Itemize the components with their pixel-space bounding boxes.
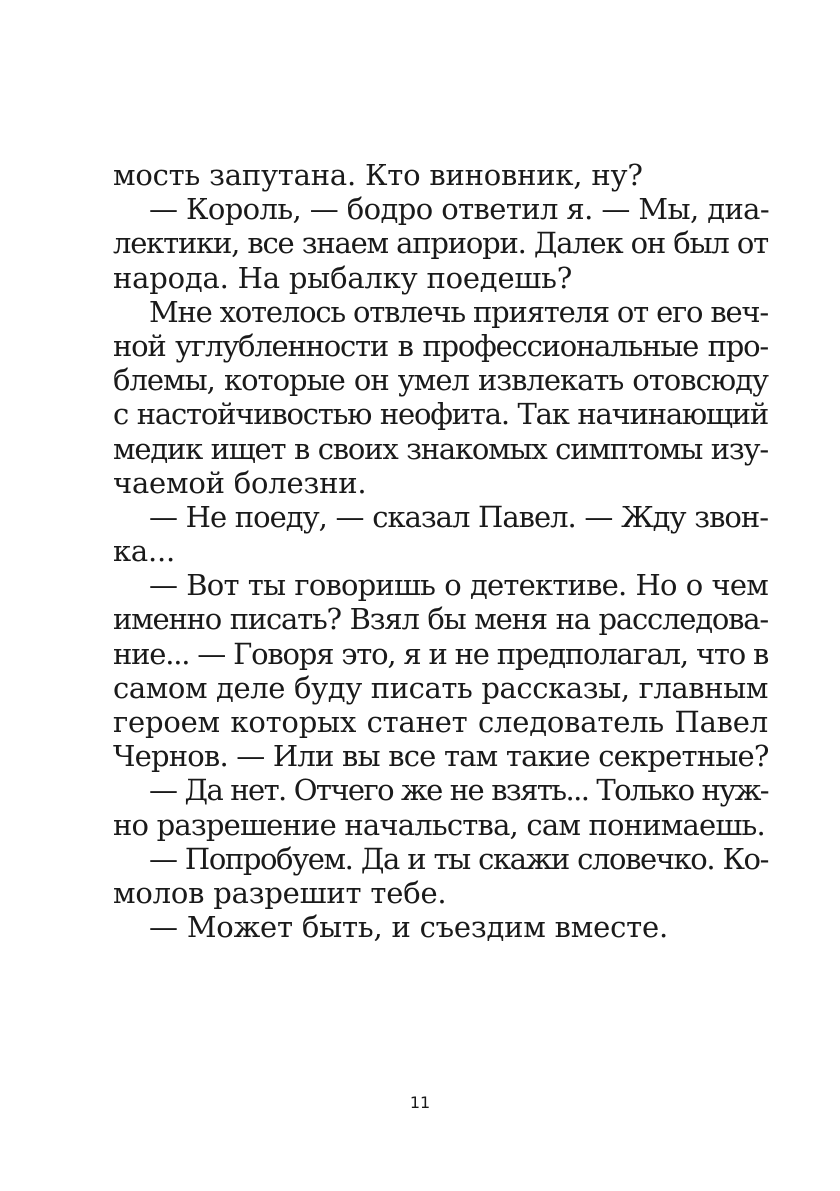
text-line: ной углубленности в профессиональные про- [113, 328, 768, 363]
text-line: самом деле буду писать рассказы, главным [113, 670, 768, 705]
text-line: народа. На рыбалку поедешь? [113, 260, 573, 295]
text-line: — Попробуем. Да и ты скажи словечко. Ко- [149, 841, 768, 876]
text-line: молов разрешит тебе. [113, 875, 447, 910]
text-line: мость запутана. Кто виновник, ну? [113, 158, 643, 192]
text-line: Чернов. — Или вы все там такие секретные? [113, 739, 769, 774]
text-line: но разрешение начальства, сам понимаешь. [113, 807, 765, 842]
text-line: героем которых станет следователь Павел [113, 705, 768, 739]
text-line: — Не поеду, — сказал Павел. — Жду звон- [149, 499, 768, 534]
text-line: именно писать? Взял бы меня на расследова- [113, 602, 768, 637]
text-line: Мне хотелось отвлечь приятеля от его веч- [149, 294, 768, 329]
text-line: — Да нет. Отчего же не взять... Только нуж- [149, 773, 768, 808]
body-text [113, 158, 768, 944]
text-line: блемы, которые он умел извлекать отовсюду [113, 363, 768, 398]
text-line: — Может быть, и съездим вместе. [149, 910, 668, 945]
text-line: ние... — Говоря это, я и не предполагал, что в [113, 636, 769, 671]
text-line: лектики, все знаем априори. Далек он был от [113, 226, 768, 261]
text-line: — Король, — бодро ответил я. — Мы, диа- [149, 192, 770, 227]
text-line: чаемой болезни. [113, 465, 367, 500]
text-line: с настойчивостью неофита. Так начинающий [113, 397, 768, 432]
text-line: ка... [113, 534, 176, 569]
text-line: — Вот ты говоришь о детективе. Но о чем [149, 568, 768, 603]
text-line: медик ищет в своих знакомых симптомы изу- [113, 431, 768, 466]
page-number: 11 [409, 1093, 431, 1112]
